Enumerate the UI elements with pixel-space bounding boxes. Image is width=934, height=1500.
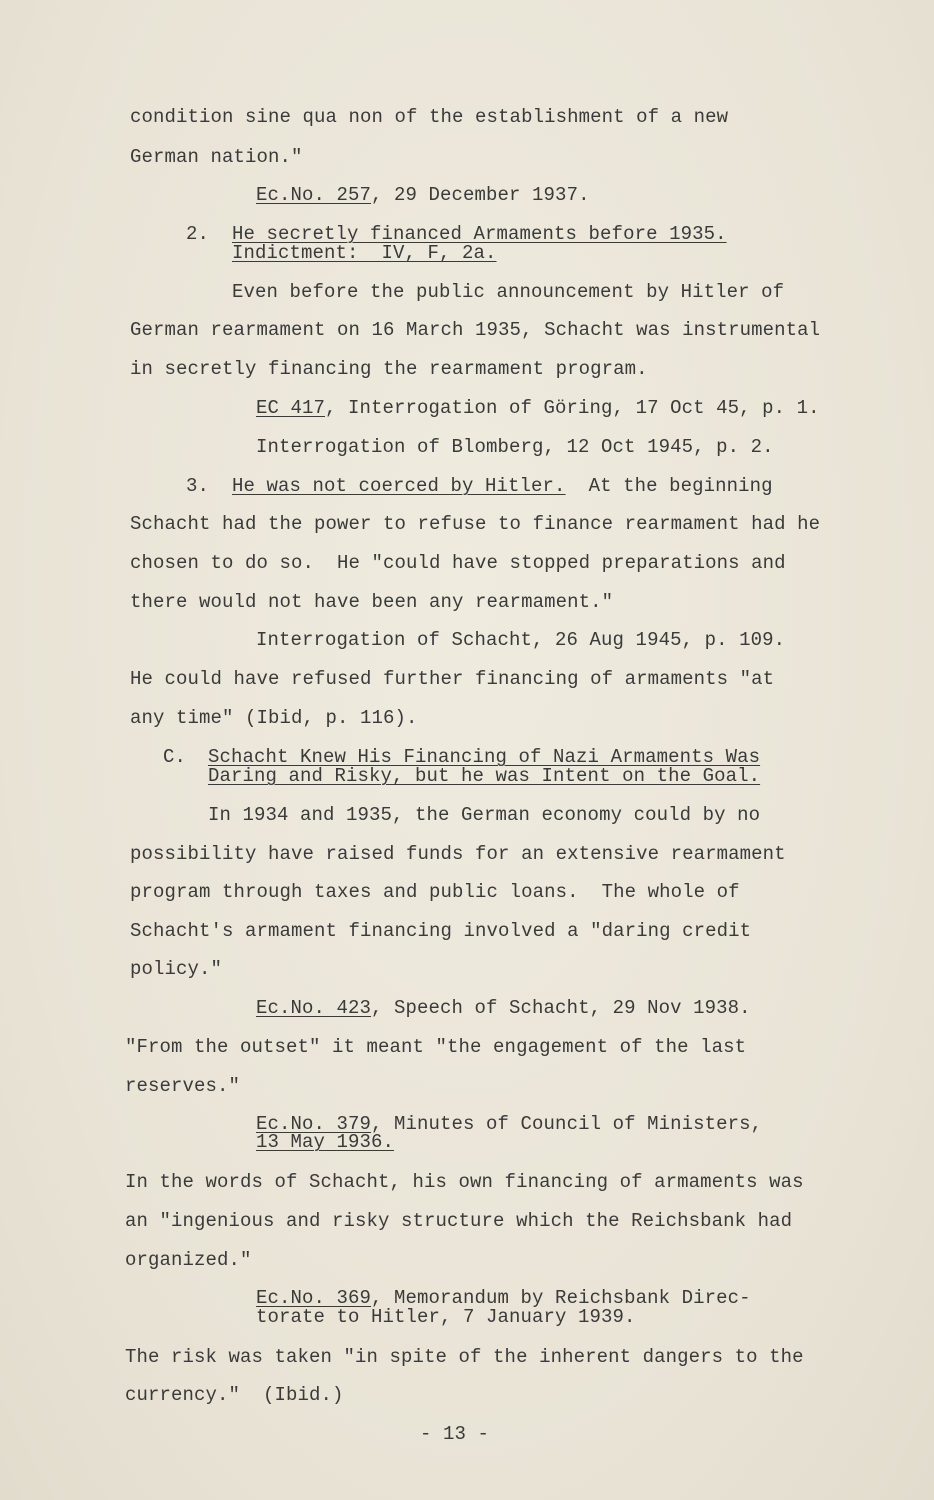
underlined-text: 13 May 1936. bbox=[256, 1131, 395, 1153]
text-line bbox=[163, 746, 186, 768]
text-line bbox=[256, 1306, 636, 1328]
text-line bbox=[125, 1384, 344, 1406]
underlined-text: He was not coerced by Hitler. bbox=[232, 475, 566, 497]
text-line bbox=[256, 629, 785, 651]
text-line bbox=[130, 513, 820, 535]
text-line bbox=[130, 591, 613, 613]
text-line bbox=[256, 436, 774, 458]
underlined-text: Ec.No. 369 bbox=[256, 1287, 372, 1309]
text-segment: an "ingenious and risky structure which the Reichsbank had bbox=[125, 1210, 793, 1232]
text-segment: German nation." bbox=[130, 146, 303, 168]
text-segment: , Memorandum by Reichsbank Direc- bbox=[371, 1287, 751, 1309]
text-line bbox=[130, 552, 786, 574]
text-segment: any time" (Ibid, p. 116). bbox=[130, 707, 418, 729]
text-line bbox=[256, 1131, 394, 1153]
text-segment: Schacht's armament financing involved a "daring credit bbox=[130, 920, 752, 942]
underlined-text: He secretly financed Armaments before 1935. bbox=[232, 223, 727, 245]
text-line bbox=[232, 475, 773, 497]
text-segment: , 29 December 1937. bbox=[371, 184, 590, 206]
page-number bbox=[420, 1423, 489, 1445]
underlined-text: Schacht Knew His Financing of Nazi Armaments Was bbox=[208, 746, 761, 768]
underlined-text: EC 417 bbox=[256, 397, 326, 419]
text-segment: The risk was taken "in spite of the inherent dangers to the bbox=[125, 1346, 804, 1368]
text-segment: German rearmament on 16 March 1935, Schacht was instrumental bbox=[130, 319, 821, 341]
text-segment: At the beginning bbox=[565, 475, 773, 497]
underlined-text: Ec.No. 379 bbox=[256, 1113, 372, 1135]
text-segment: Interrogation of Schacht, 26 Aug 1945, p. 109. bbox=[256, 629, 786, 651]
text-segment: , Speech of Schacht, 29 Nov 1938. bbox=[371, 997, 751, 1019]
text-segment: He could have refused further financing of armaments "at bbox=[130, 668, 775, 690]
text-segment: , Minutes of Council of Ministers, bbox=[371, 1113, 763, 1135]
text-segment: Schacht had the power to refuse to finance rearmament had he bbox=[130, 513, 821, 535]
text-segment: policy." bbox=[130, 958, 223, 980]
text-line bbox=[208, 765, 760, 787]
text-segment: "From the outset" it meant "the engagement of the last bbox=[125, 1036, 747, 1058]
text-segment: condition sine qua non of the establishment of a new bbox=[130, 106, 729, 128]
text-line bbox=[130, 668, 774, 690]
text-segment: 3. bbox=[186, 475, 210, 497]
text-segment: In the words of Schacht, his own financing of armaments was bbox=[125, 1171, 804, 1193]
text-line bbox=[130, 319, 820, 341]
text-segment: Interrogation of Blomberg, 12 Oct 1945, p. 2. bbox=[256, 436, 774, 458]
text-segment: there would not have been any rearmament." bbox=[130, 591, 614, 613]
text-line bbox=[130, 920, 751, 942]
text-line bbox=[125, 1249, 252, 1271]
text-line bbox=[125, 1210, 792, 1232]
text-line bbox=[130, 843, 786, 865]
text-segment: reserves." bbox=[125, 1075, 241, 1097]
text-segment: 2. bbox=[186, 223, 210, 245]
text-segment: program through taxes and public loans. The whole of bbox=[130, 881, 740, 903]
text-line bbox=[130, 881, 740, 903]
text-line bbox=[208, 804, 760, 826]
text-segment: in secretly financing the rearmament program. bbox=[130, 358, 648, 380]
text-segment: C. bbox=[163, 746, 187, 768]
text-segment: torate to Hitler, 7 January 1939. bbox=[256, 1306, 636, 1328]
text-line bbox=[232, 281, 784, 303]
text-segment: possibility have raised funds for an extensive rearmament bbox=[130, 843, 786, 865]
underlined-text: Ec.No. 257 bbox=[256, 184, 372, 206]
text-line bbox=[125, 1171, 804, 1193]
underlined-text: Indictment: IV, F, 2a. bbox=[232, 242, 497, 264]
text-line bbox=[186, 475, 209, 497]
underlined-text: Ec.No. 423 bbox=[256, 997, 372, 1019]
text-line bbox=[256, 997, 751, 1019]
text-segment: organized." bbox=[125, 1249, 252, 1271]
text-line bbox=[130, 958, 222, 980]
text-line bbox=[256, 184, 590, 206]
text-line bbox=[130, 146, 303, 168]
text-segment: chosen to do so. He "could have stopped preparations and bbox=[130, 552, 786, 574]
text-line bbox=[130, 707, 418, 729]
underlined-text: Daring and Risky, but he was Intent on the Goal. bbox=[208, 765, 761, 787]
text-segment: currency." (Ibid.) bbox=[125, 1384, 344, 1406]
text-segment: - 13 - bbox=[420, 1423, 490, 1445]
text-line bbox=[125, 1036, 746, 1058]
text-line bbox=[256, 397, 820, 419]
text-line bbox=[130, 358, 648, 380]
text-segment: Even before the public announcement by Hitler of bbox=[232, 281, 785, 303]
text-line bbox=[232, 242, 497, 264]
text-segment: In 1934 and 1935, the German economy could by no bbox=[208, 804, 761, 826]
text-line bbox=[125, 1346, 804, 1368]
text-line bbox=[125, 1075, 240, 1097]
text-line bbox=[130, 106, 728, 128]
text-line bbox=[186, 223, 209, 245]
text-segment: , Interrogation of Göring, 17 Oct 45, p. 1. bbox=[325, 397, 820, 419]
